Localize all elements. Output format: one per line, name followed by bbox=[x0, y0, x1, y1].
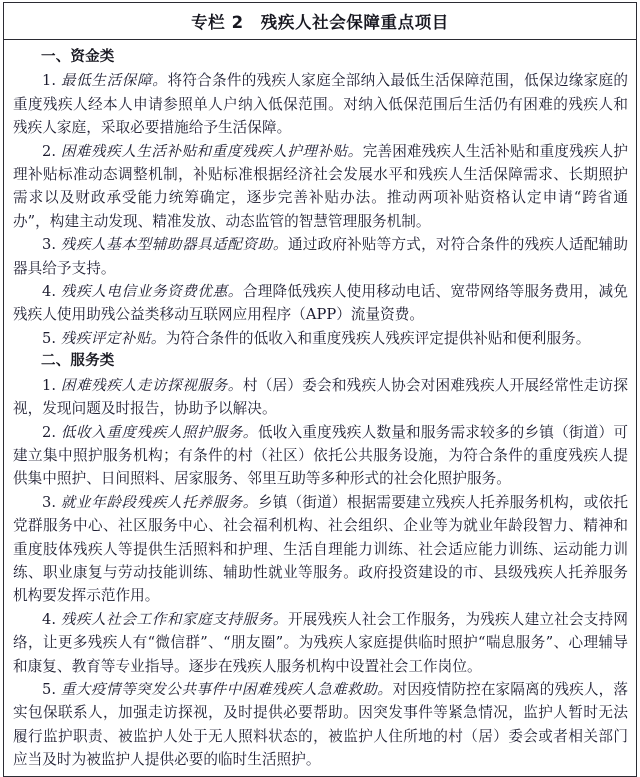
item-text: 通过政府补贴等方式，对符合条件的残疾人适配辅助器具给予支持。 bbox=[13, 236, 628, 277]
item-lead-title: 低收入重度残疾人照护服务。 bbox=[60, 423, 258, 441]
list-item bbox=[13, 608, 628, 678]
item-lead-title: 残疾人社会工作和家庭支持服务。 bbox=[60, 610, 288, 628]
item-lead-title: 残疾人电信业务资费优惠。 bbox=[60, 283, 243, 301]
item-text: 乡镇（街道）根据需要建立残疾人托养服务机构，或依托党群服务中心、社区服务中心、社会福利机构、社会组织、企业等为就业年龄段智力、精神和重度肢体残疾人等提供生活照料和护理、生活自理能力训练、社会适应能力训练、运动能力训练、职业康复与劳动技能训练、辅助性就业等服务。政府投资建设的市、县级残疾人托养服务机构要发挥示范作用。 bbox=[13, 493, 628, 605]
item-text: 低收入重度残疾人数量和服务需求较多的乡镇（街道）可建立集中照护服务机构；有条件的村（社区）依托公共服务设施，为符合条件的重度残疾人提供集中照护、日间照料、居家服务、邻里互助等多种形式的社会化照护服务。 bbox=[13, 423, 628, 488]
item-lead-title: 最低生活保障。 bbox=[60, 72, 168, 90]
item-number: 4. bbox=[42, 610, 57, 628]
section-heading: 一、资金类 bbox=[41, 49, 115, 65]
item-number: 2. bbox=[42, 142, 57, 160]
item-text: 将符合条件的残疾人家庭全部纳入最低生活保障范围，低保边缘家庭的重度残疾人经本人申请参照单人户纳入低保范围。对纳入低保范围后生活仍有困难的残疾人和残疾人家庭，采取必要措施给予生活保障。 bbox=[13, 72, 628, 137]
item-number: 3. bbox=[42, 493, 57, 511]
item-lead-title: 重大疫情等突发公共事件中困难残疾人急难救助。 bbox=[60, 680, 393, 698]
list-item bbox=[13, 374, 628, 421]
item-text: 村（居）委会和残疾人协会对困难残疾人开展经常性走访探视，发现问题及时报告，协助予以解决。 bbox=[13, 376, 628, 418]
item-number: 5. bbox=[42, 680, 57, 698]
item-lead-title: 残疾评定补贴。 bbox=[60, 329, 166, 347]
item-text: 合理降低残疾人使用移动电话、宽带网络等服务费用，减免残疾人使用助残公益类移动互联网应用程序（APP）流量资费。 bbox=[13, 283, 628, 324]
item-number: 3. bbox=[42, 236, 57, 254]
item-number: 1. bbox=[42, 376, 57, 394]
item-number: 4. bbox=[42, 283, 57, 301]
item-lead-title: 就业年龄段残疾人托养服务。 bbox=[60, 493, 258, 511]
page-title: 专栏 2 残疾人社会保障重点项目 bbox=[191, 13, 449, 32]
document-body bbox=[4, 40, 636, 776]
document-box bbox=[3, 2, 637, 777]
item-number: 2. bbox=[42, 423, 57, 441]
item-text: 对因疫情防控在家隔离的残疾人，落实包保联系人，加强走访探视，及时提供必要帮助。因突发事件等紧急情况，监护人暂时无法履行监护职责、被监护人处于无人照料状态的，被监护人住所地的村（居）委会或者相关部门应当及时为被监护人提供必要的临时生活照护。 bbox=[13, 680, 628, 769]
item-text: 开展残疾人社会工作服务，为残疾人建立社会支持网络，让更多残疾人有“微信群”、“朋友圈”。为残疾人家庭提供临时照护“喘息服务”、心理辅导和康复、教育等专业指导。逐步在残疾人服务机构中设置社会工作岗位。 bbox=[13, 610, 628, 675]
section-heading: 二、服务类 bbox=[41, 353, 115, 370]
item-text: 完善困难残疾人生活补贴和重度残疾人护理补贴标准动态调整机制，补贴标准根据经济社会发展水平和残疾人生活保障需求、长期照护需求以及财政承受能力统筹确定，逐步完善补贴办法。推动两项补贴资格认定申请“跨省通办”，构建主动发现、精准发放、动态监管的智慧管理服务机制。 bbox=[13, 142, 628, 230]
list-item bbox=[13, 327, 628, 350]
list-item bbox=[13, 233, 628, 280]
item-lead-title: 残疾人基本型辅助器具适配资助。 bbox=[60, 236, 288, 254]
list-item bbox=[13, 491, 628, 608]
item-text: 为符合条件的低收入和重度残疾人残疾评定提供补贴和便利服务。 bbox=[165, 329, 591, 347]
item-lead-title: 困难残疾人生活补贴和重度残疾人护理补贴。 bbox=[60, 142, 363, 160]
list-item bbox=[13, 69, 628, 139]
document-title-row bbox=[4, 3, 636, 40]
content-container bbox=[13, 46, 628, 772]
list-item bbox=[13, 421, 628, 491]
item-number: 1. bbox=[42, 72, 57, 90]
list-item bbox=[13, 678, 628, 772]
item-lead-title: 困难残疾人走访探视服务。 bbox=[60, 376, 243, 394]
list-item bbox=[13, 280, 628, 327]
item-number: 5. bbox=[42, 329, 57, 347]
list-item bbox=[13, 140, 628, 234]
